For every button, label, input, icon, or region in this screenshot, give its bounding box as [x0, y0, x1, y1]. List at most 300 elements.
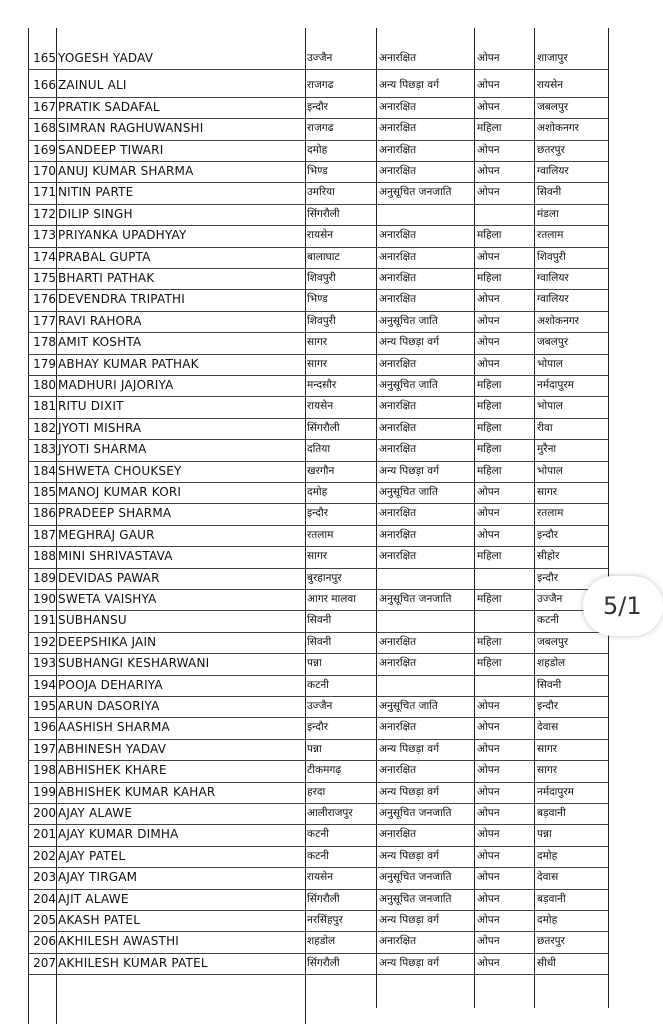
serial-number: 196 — [33, 720, 56, 735]
candidate-name: MEGHRAJ GAUR — [58, 527, 155, 542]
home-district: कटनी — [307, 678, 329, 691]
candidate-name: DEVENDRA TRIPATHI — [58, 292, 185, 307]
candidate-name: DEEPSHIKA JAIN — [58, 634, 157, 649]
table-row — [28, 910, 608, 932]
table-row — [28, 418, 608, 440]
table-row — [28, 182, 608, 204]
allotted-district: नर्मदापुरम — [537, 379, 574, 391]
serial-number: 188 — [33, 549, 56, 564]
allotted-district: इन्दौर — [537, 700, 558, 712]
serial-number: 185 — [33, 485, 56, 499]
home-district: इन्दौर — [307, 100, 328, 113]
home-district: कटनी — [307, 849, 329, 862]
table-row — [28, 568, 608, 590]
candidate-name: AJAY ALAWE — [58, 806, 133, 820]
table-row — [28, 525, 608, 547]
seat-type: ओपन — [477, 507, 500, 520]
category — [379, 568, 475, 589]
allotted-district: रतलाम — [537, 229, 564, 242]
candidate-name: AJAY TIRGAM — [58, 870, 138, 885]
table-row — [28, 782, 608, 804]
allotted-district: अशोकनगर — [537, 122, 579, 135]
candidate-name: AJAY KUMAR DIMHA — [58, 827, 179, 842]
allotted-district: रतलाम — [537, 507, 564, 520]
category: अनारक्षित — [379, 122, 417, 135]
serial-number: 205 — [33, 913, 56, 927]
serial-number: 186 — [33, 506, 56, 521]
serial-number: 180 — [33, 378, 56, 392]
home-district: सागर — [307, 550, 328, 563]
candidate-name: ABHISHEK KUMAR KAHAR — [58, 784, 216, 799]
category: अन्य पिछड़ा वर्ग — [379, 336, 440, 349]
table-row — [28, 439, 608, 461]
seat-type — [477, 675, 535, 696]
home-district: सिंगरौली — [307, 956, 340, 969]
seat-type: महिला — [477, 635, 502, 648]
category: अन्य पिछड़ा वर्ग — [379, 79, 440, 92]
seat-type: महिला — [477, 421, 502, 434]
candidate-name: MINI SHRIVASTAVA — [58, 549, 173, 564]
category: अनारक्षित — [379, 357, 417, 370]
home-district: सिवनी — [307, 614, 332, 627]
seat-type: ओपन — [477, 79, 500, 92]
home-district: आलीराजपुर — [307, 807, 353, 819]
allotted-district: रायसेन — [537, 79, 564, 92]
category: अनुसूचित जाति — [379, 700, 438, 712]
serial-number: 190 — [33, 592, 56, 606]
serial-number: 166 — [33, 78, 56, 93]
candidate-name: ANUJ KUMAR SHARMA — [58, 164, 194, 178]
table-row — [28, 717, 608, 739]
table-row — [28, 546, 608, 568]
candidate-name: SHWETA CHOUKSEY — [58, 463, 182, 478]
category: अन्य पिछड़ा वर्ग — [379, 956, 440, 969]
category: अनारक्षित — [379, 52, 417, 64]
seat-type: ओपन — [477, 742, 500, 755]
serial-number: 182 — [33, 420, 56, 435]
table-row — [28, 396, 608, 418]
home-district: रायसेन — [307, 229, 334, 242]
candidate-name: SUBHANGI KESHARWANI — [58, 656, 210, 671]
category: अनुसूचित जनजाति — [379, 186, 452, 199]
serial-number: 173 — [33, 228, 56, 243]
col-divider — [608, 28, 609, 1008]
category: अनारक्षित — [379, 293, 417, 306]
seat-type: ओपन — [477, 849, 500, 862]
seat-type — [477, 610, 535, 631]
category: अनारक्षित — [379, 635, 417, 648]
category: अन्य पिछड़ा वर्ग — [379, 849, 440, 862]
table-row — [28, 803, 608, 825]
allotted-district: शहडोल — [537, 657, 566, 670]
category: अनारक्षित — [379, 400, 417, 413]
allotted-district: भोपाल — [537, 464, 563, 477]
home-district: भिण्ड — [307, 293, 328, 306]
serial-number: 183 — [33, 442, 56, 457]
home-district: सिंगरौली — [307, 421, 340, 434]
category — [379, 675, 475, 696]
serial-number: 197 — [33, 741, 56, 756]
seat-type — [477, 204, 535, 225]
table-row — [28, 610, 608, 632]
home-district: नरसिंहपुर — [307, 914, 343, 926]
serial-number: 176 — [33, 292, 56, 307]
seat-type: ओपन — [477, 956, 500, 969]
table-row — [28, 846, 608, 868]
candidate-name: YOGESH YADAV — [58, 51, 154, 65]
serial-number: 193 — [33, 656, 56, 671]
candidate-name: ABHINESH YADAV — [58, 741, 167, 756]
category: अनारक्षित — [379, 721, 417, 734]
candidate-name: AMIT KOSHTA — [58, 335, 142, 350]
allotted-district: अशोकनगर — [537, 314, 579, 327]
allotted-district: जबलपुर — [537, 100, 569, 113]
seat-type: ओपन — [477, 935, 500, 948]
home-district: सिंगरौली — [307, 892, 340, 905]
seat-type: महिला — [477, 379, 502, 391]
allotted-district: बड़वानी — [537, 892, 566, 905]
home-district: भिण्ड — [307, 165, 328, 177]
candidate-name: DILIP SINGH — [58, 206, 133, 221]
category: अनारक्षित — [379, 143, 417, 156]
seat-type: ओपन — [477, 336, 500, 349]
seat-type: ओपन — [477, 914, 500, 926]
home-district: बालाघाट — [307, 250, 340, 263]
serial-number: 187 — [33, 527, 56, 542]
table-row — [28, 953, 608, 975]
table-row — [28, 140, 608, 162]
category: अनुसूचित जनजाति — [379, 871, 452, 884]
candidate-name: RAVI RAHORA — [58, 313, 142, 328]
allotted-district: छतरपुर — [537, 143, 565, 156]
home-district: बुरहानपुर — [307, 571, 342, 584]
allotted-district: देवास — [537, 871, 559, 884]
category: अनारक्षित — [379, 250, 417, 263]
table-row — [28, 204, 608, 226]
table-row — [28, 675, 608, 697]
serial-number: 172 — [33, 206, 56, 221]
allotted-district: भोपाल — [537, 357, 563, 370]
allotted-district: सिवनी — [537, 186, 562, 199]
serial-number: 184 — [33, 463, 56, 478]
candidate-name: PRABAL GUPTA — [58, 249, 151, 264]
table-row — [28, 75, 608, 97]
table-row — [28, 760, 608, 782]
allotted-district: जबलपुर — [537, 336, 569, 349]
home-district: सागर — [307, 336, 328, 349]
seat-type: ओपन — [477, 186, 500, 199]
home-district: दतिया — [307, 443, 331, 456]
allotted-district: मुरैना — [537, 443, 557, 456]
serial-number: 181 — [33, 399, 56, 414]
serial-number: 202 — [33, 848, 56, 863]
table-row — [28, 824, 608, 846]
table-row — [28, 653, 608, 675]
allotted-district: शाजापुर — [537, 52, 568, 64]
home-district: शहडोल — [307, 935, 336, 948]
category: अनारक्षित — [379, 272, 417, 284]
category: अनारक्षित — [379, 229, 417, 242]
serial-number: 169 — [33, 142, 56, 157]
allotted-district: बड़वानी — [537, 807, 566, 819]
table-row — [28, 867, 608, 889]
seat-type: ओपन — [477, 486, 500, 498]
seat-type: महिला — [477, 400, 502, 413]
table-row — [28, 354, 608, 376]
home-district: टीकमगढ़ — [307, 764, 342, 777]
allotted-district: कटनी — [537, 614, 559, 627]
home-district: सागर — [307, 357, 328, 370]
candidate-name: AASHISH SHARMA — [58, 720, 170, 735]
seat-type: ओपन — [477, 892, 500, 905]
allotted-district: देवास — [537, 721, 559, 734]
candidate-name: AKHILESH KUMAR PATEL — [58, 955, 208, 970]
seat-type: महिला — [477, 122, 502, 135]
table-row — [28, 247, 608, 269]
serial-number: 206 — [33, 934, 56, 949]
candidate-name: RITU DIXIT — [58, 399, 124, 414]
seat-type: ओपन — [477, 143, 500, 156]
candidate-name: PRADEEP SHARMA — [58, 506, 172, 521]
allotted-district: दमोह — [537, 914, 558, 926]
candidate-name: PRATIK SADAFAL — [58, 99, 160, 114]
allotted-district: इन्दौर — [537, 571, 558, 584]
table-row — [28, 48, 608, 70]
serial-number: 191 — [33, 613, 56, 628]
category: अनुसूचित जाति — [379, 486, 438, 498]
home-district: इन्दौर — [307, 507, 328, 520]
category: अनारक्षित — [379, 935, 417, 948]
serial-number: 165 — [33, 51, 56, 65]
allotted-district: सागर — [537, 764, 558, 777]
seat-type: ओपन — [477, 357, 500, 370]
table-row — [28, 311, 608, 333]
seat-type: ओपन — [477, 764, 500, 777]
serial-number: 167 — [33, 99, 56, 114]
table-row — [28, 931, 608, 953]
category: अन्य पिछड़ा वर्ग — [379, 914, 440, 926]
seat-type — [477, 568, 535, 589]
home-district: उज्जैन — [307, 700, 333, 712]
table-row — [28, 632, 608, 654]
category: अनुसूचित जनजाति — [379, 807, 452, 819]
home-district: सिंगरौली — [307, 207, 340, 220]
allotted-district: रीवा — [537, 421, 553, 434]
allotted-district: मंडला — [537, 207, 559, 220]
table-row — [28, 503, 608, 525]
allotted-district: दमोह — [537, 849, 558, 862]
home-district: कटनी — [307, 828, 329, 841]
candidate-name: JYOTI MISHRA — [58, 420, 142, 435]
serial-number: 201 — [33, 827, 56, 842]
allotted-district: उज्जैन — [537, 593, 563, 605]
allotted-district: शिवपुरी — [537, 250, 566, 263]
candidate-name: MADHURI JAJORIYA — [58, 378, 174, 392]
table-row — [28, 332, 608, 354]
seat-type: ओपन — [477, 528, 500, 541]
serial-number: 168 — [33, 121, 56, 136]
page-indicator: 5/1 — [583, 576, 663, 636]
serial-number: 203 — [33, 870, 56, 885]
candidate-name: AKASH PATEL — [58, 913, 141, 927]
seat-type: ओपन — [477, 165, 500, 177]
serial-number: 192 — [33, 634, 56, 649]
allotted-district: सागर — [537, 486, 558, 498]
serial-number: 194 — [33, 677, 56, 692]
candidate-name: SANDEEP TIWARI — [58, 142, 164, 157]
seat-type: ओपन — [477, 807, 500, 819]
table-row — [28, 589, 608, 611]
category — [379, 610, 475, 631]
category: अनारक्षित — [379, 657, 417, 670]
category: अनुसूचित जनजाति — [379, 892, 452, 905]
serial-number: 175 — [33, 271, 56, 285]
allotted-district: सीधी — [537, 956, 556, 969]
seat-type: ओपन — [477, 52, 500, 64]
candidate-name: SIMRAN RAGHUWANSHI — [58, 121, 204, 136]
home-district: पन्ना — [307, 657, 322, 670]
allotted-district: ग्वालियर — [537, 272, 569, 284]
category: अनुसूचित जाति — [379, 379, 438, 391]
seat-type: महिला — [477, 464, 502, 477]
serial-number: 204 — [33, 891, 56, 906]
candidate-name: ARUN DASORIYA — [58, 699, 160, 713]
serial-number: 189 — [33, 570, 56, 585]
table-row — [28, 696, 608, 718]
seat-type: ओपन — [477, 871, 500, 884]
allotted-district: पन्ना — [537, 828, 552, 841]
home-district: खरगौन — [307, 464, 335, 477]
seat-type: महिला — [477, 272, 502, 284]
serial-number: 200 — [33, 806, 56, 820]
category: अनारक्षित — [379, 507, 417, 520]
allotted-district: सीहोर — [537, 550, 560, 563]
allotted-district: सिवनी — [537, 678, 562, 691]
allotted-district: ग्वालियर — [537, 293, 569, 306]
serial-number: 179 — [33, 356, 56, 371]
table-row — [28, 97, 608, 119]
category: अनारक्षित — [379, 100, 417, 113]
allotted-district: सागर — [537, 742, 558, 755]
table-row — [28, 268, 608, 290]
category: अनुसूचित जनजाति — [379, 593, 452, 605]
serial-number: 178 — [33, 335, 56, 350]
home-district: उज्जैन — [307, 52, 333, 64]
candidate-name: AKHILESH AWASTHI — [58, 934, 180, 949]
table-row — [28, 118, 608, 140]
allotted-district: छतरपुर — [537, 935, 565, 948]
serial-number: 174 — [33, 249, 56, 264]
category: अनुसूचित जाति — [379, 314, 438, 327]
candidate-name: POOJA DEHARIYA — [58, 677, 163, 692]
category: अनारक्षित — [379, 165, 417, 177]
home-district: शिवपुरी — [307, 272, 336, 284]
serial-number: 177 — [33, 313, 56, 328]
category: अन्य पिछड़ा वर्ग — [379, 785, 440, 798]
home-district: उमरिया — [307, 186, 335, 199]
home-district: रायसेन — [307, 400, 334, 413]
table-row — [28, 482, 608, 504]
table-row — [28, 889, 608, 911]
home-district: रतलाम — [307, 528, 334, 541]
home-district: आगर मालवा — [307, 593, 356, 605]
seat-type: महिला — [477, 229, 502, 242]
category — [379, 204, 475, 225]
category: अनारक्षित — [379, 421, 417, 434]
seat-type: महिला — [477, 657, 502, 670]
seat-type: ओपन — [477, 721, 500, 734]
category: अनारक्षित — [379, 443, 417, 456]
candidate-name: ABHAY KUMAR PATHAK — [58, 356, 199, 371]
candidate-name: ZAINUL ALI — [58, 78, 127, 93]
table-row — [28, 375, 608, 397]
candidate-name: AJAY PATEL — [58, 848, 126, 863]
candidate-name: MANOJ KUMAR KORI — [58, 485, 182, 499]
home-district: मन्दसौर — [307, 379, 337, 391]
home-district: दमोह — [307, 486, 328, 498]
home-district: राजगढ — [307, 79, 334, 92]
allotted-district: इन्दौर — [537, 528, 558, 541]
seat-type: ओपन — [477, 293, 500, 306]
table-row — [28, 161, 608, 183]
candidate-name: AJIT ALAWE — [58, 891, 129, 906]
home-district: इन्दौर — [307, 721, 328, 734]
category: अनारक्षित — [379, 550, 417, 563]
candidate-name: JYOTI SHARMA — [58, 442, 147, 457]
home-district: हरदा — [307, 785, 326, 798]
candidate-name: BHARTI PATHAK — [58, 271, 155, 285]
allotted-district: जबलपुर — [537, 635, 569, 648]
seat-type: ओपन — [477, 250, 500, 263]
category: अनारक्षित — [379, 528, 417, 541]
seat-type: ओपन — [477, 700, 500, 712]
allotted-district: भोपाल — [537, 400, 563, 413]
home-district: रायसेन — [307, 871, 334, 884]
category: अनारक्षित — [379, 828, 417, 841]
table-row — [28, 739, 608, 761]
seat-type: ओपन — [477, 100, 500, 113]
seat-type: महिला — [477, 593, 502, 605]
candidate-name: DEVIDAS PAWAR — [58, 570, 160, 585]
serial-number: 199 — [33, 784, 56, 799]
serial-number: 171 — [33, 185, 56, 200]
home-district: सिवनी — [307, 635, 332, 648]
allotted-district: नर्मदापुरम — [537, 785, 574, 798]
candidate-name: PRIYANKA UPADHYAY — [58, 228, 187, 243]
category: अनारक्षित — [379, 764, 417, 777]
serial-number: 207 — [33, 955, 56, 970]
home-district: शिवपुरी — [307, 314, 336, 327]
seat-type: ओपन — [477, 785, 500, 798]
table-row — [28, 289, 608, 311]
candidate-name: SUBHANSU — [58, 613, 127, 628]
allotted-district: ग्वालियर — [537, 165, 569, 177]
candidate-name: NITIN PARTE — [58, 185, 134, 200]
category: अन्य पिछड़ा वर्ग — [379, 742, 440, 755]
candidate-name: ABHISHEK KHARE — [58, 763, 167, 778]
seat-type: ओपन — [477, 314, 500, 327]
seat-type: महिला — [477, 550, 502, 563]
seat-type: महिला — [477, 443, 502, 456]
table-row — [28, 461, 608, 483]
home-district: दमोह — [307, 143, 328, 156]
seat-type: ओपन — [477, 828, 500, 841]
category: अन्य पिछड़ा वर्ग — [379, 464, 440, 477]
home-district: पन्ना — [307, 742, 322, 755]
serial-number: 170 — [33, 164, 56, 178]
serial-number: 198 — [33, 763, 56, 778]
candidate-name: SWETA VAISHYA — [58, 592, 157, 606]
